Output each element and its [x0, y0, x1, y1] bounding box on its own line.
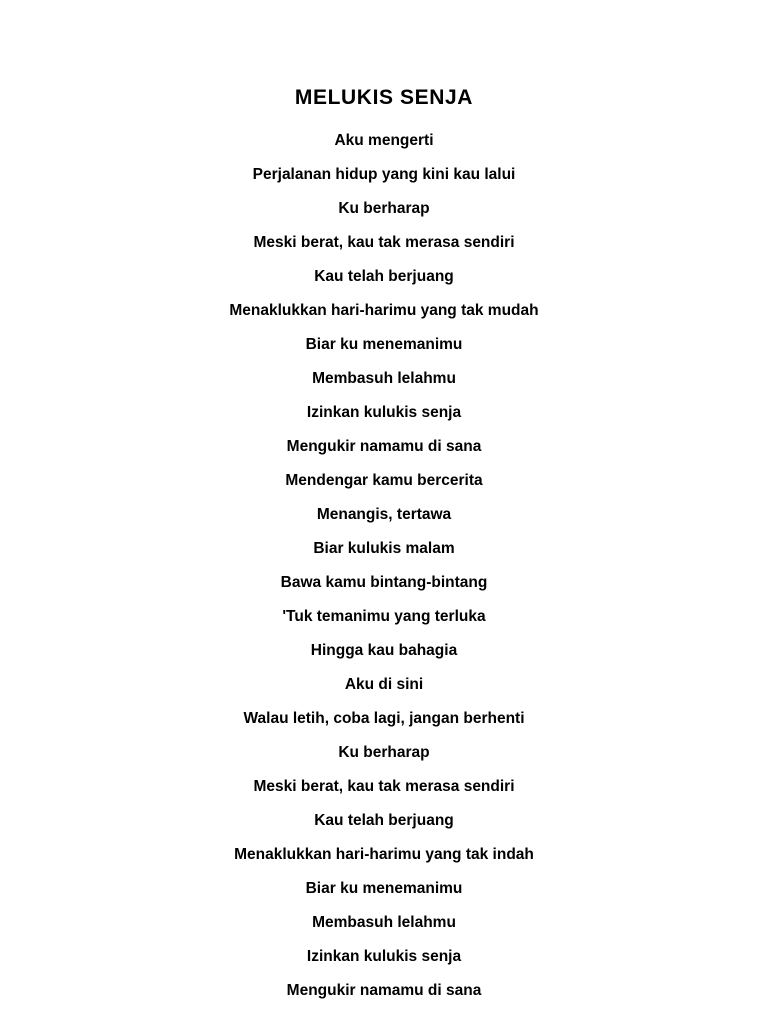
lyric-line: Ku berharap [338, 744, 430, 761]
lyric-line: Menaklukkan hari-harimu yang tak indah [234, 846, 534, 863]
lyric-line: Kau telah berjuang [314, 268, 454, 285]
lyric-line: Biar kulukis malam [313, 540, 455, 557]
lyric-line: 'Tuk temanimu yang terluka [282, 608, 486, 625]
lyric-line: Membasuh lelahmu [312, 914, 456, 931]
lyric-line: Aku mengerti [334, 132, 434, 149]
lyric-line: Izinkan kulukis senja [306, 404, 462, 421]
lyric-line: Mengukir namamu di sana [286, 982, 482, 999]
lyric-line: Menangis, tertawa [316, 506, 452, 523]
lyric-line: Kau telah berjuang [314, 812, 454, 829]
lyric-line: Bawa kamu bintang-bintang [280, 574, 488, 591]
lyric-line: Mendengar kamu bercerita [285, 472, 483, 489]
lyrics-body [60, 132, 708, 1016]
lyric-line: Menaklukkan hari-harimu yang tak mudah [229, 302, 539, 319]
page-title: MELUKIS SENJA [294, 86, 474, 109]
lyric-line: Ku berharap [338, 200, 430, 217]
lyric-line: Izinkan kulukis senja [306, 948, 462, 965]
lyric-line: Hingga kau bahagia [310, 642, 458, 659]
lyric-line: Mengukir namamu di sana [286, 438, 482, 455]
lyric-line: Meski berat, kau tak merasa sendiri [253, 234, 515, 251]
lyric-line: Biar ku menemanimu [305, 336, 463, 353]
lyric-line: Biar ku menemanimu [305, 880, 463, 897]
lyric-line: Aku di sini [344, 676, 424, 693]
lyric-line: Meski berat, kau tak merasa sendiri [253, 778, 515, 795]
lyric-line: Walau letih, coba lagi, jangan berhenti [243, 710, 525, 727]
lyric-line: Perjalanan hidup yang kini kau lalui [252, 166, 516, 183]
lyric-line: Membasuh lelahmu [312, 370, 456, 387]
